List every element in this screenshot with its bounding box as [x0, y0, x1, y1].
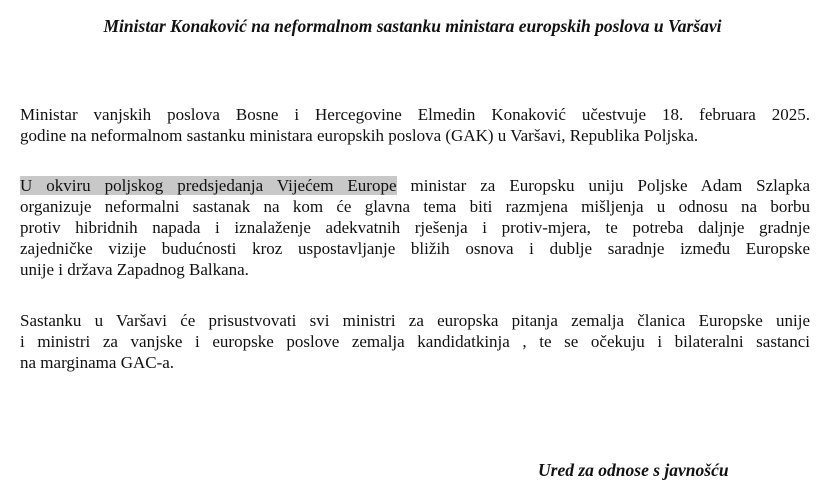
document-title: Ministar Konaković na neformalnom sastanku ministara europskih poslova u Varšavi	[103, 16, 722, 36]
paragraph-intro	[20, 104, 810, 146]
paragraph-line	[20, 175, 810, 196]
paragraph-line: zajedničke vizije budućnosti kroz uspostavljanje bližih osnova i dublje saradnje između Europske	[20, 239, 810, 258]
paragraph-line: unije i država Zapadnog Balkana.	[20, 260, 249, 279]
paragraph-line: Sastanku u Varšavi će prisustvovati svi ministri za europska pitanja zemalja članica Europske unije	[20, 311, 810, 330]
paragraph-line: i ministri za vanjske i europske poslove zemalja kandidatkinja , te se očekuju i bilateralni sastanci	[20, 332, 810, 351]
paragraph-line-rest: ministar za Europsku uniju Poljske Adam Szlapka	[396, 176, 810, 195]
paragraph-line: protiv hibridnih napada i iznalaženje adekvatnih rješenja i protiv-mjera, te potreba daljnje gradnje	[20, 218, 810, 237]
signature-office: Ured za odnose s javnošću	[538, 460, 729, 480]
paragraph-attendees	[20, 310, 810, 373]
paragraph-line: godine na neformalnom sastanku ministara europskih poslova (GAK) u Varšavi, Republika Poljska.	[20, 126, 699, 145]
paragraph-line: Ministar vanjskih poslova Bosne i Hercegovine Elmedin Konaković učestvuje 18. februara 2025.	[20, 105, 810, 124]
highlighted-text: U okviru poljskog predsjedanja Vijećem Europe	[20, 176, 397, 195]
paragraph-meeting-details	[20, 175, 810, 280]
paragraph-line: organizuje neformalni sastanak na kom će glavna tema biti razmjena mišljenja u odnosu na borbu	[20, 197, 810, 216]
paragraph-line: na marginama GAC-a.	[20, 353, 175, 372]
